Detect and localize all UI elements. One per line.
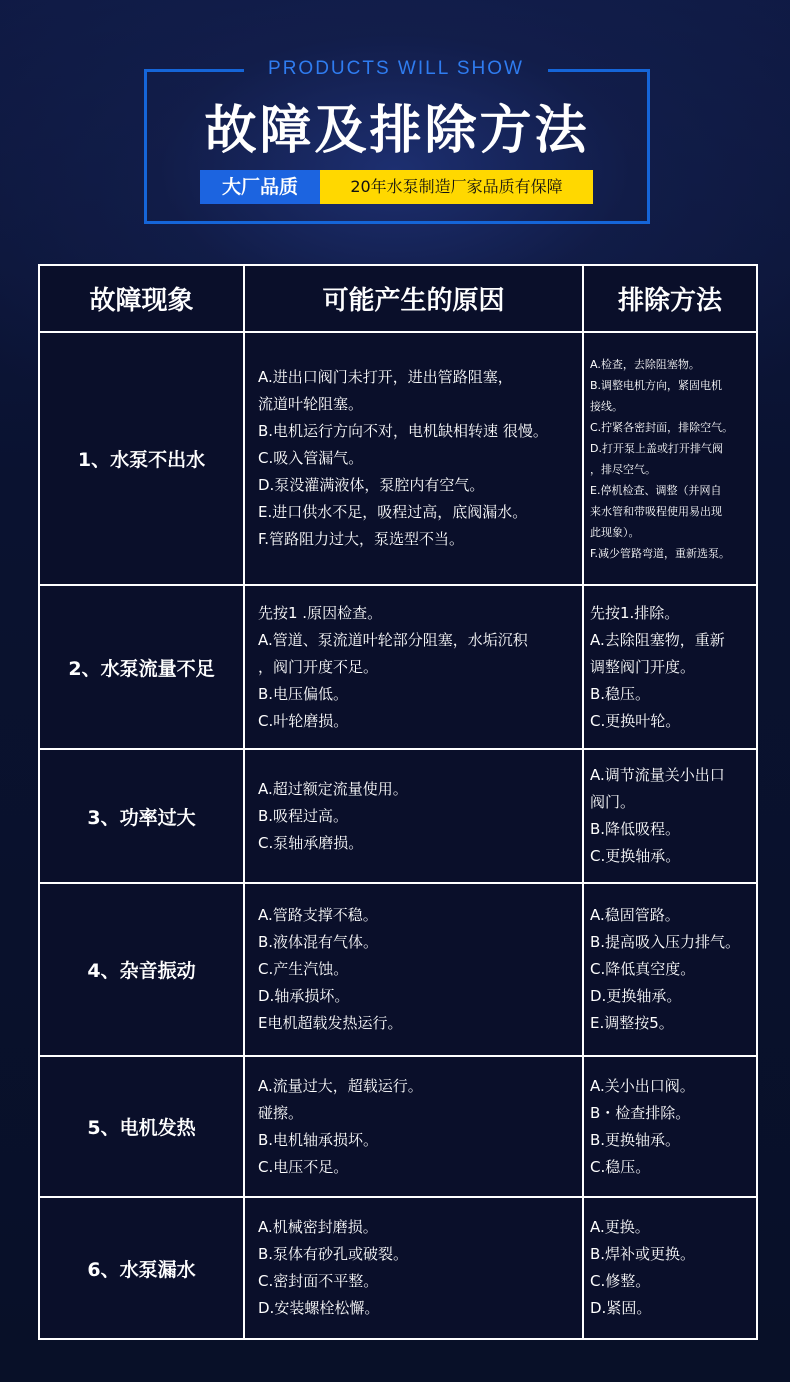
fix-line: ，排尽空气。 [590,462,656,476]
table-row [39,883,757,1056]
cause-line: B.电机运行方向不对，电机缺相转速 很慢。 [258,422,548,440]
table-row [39,332,757,585]
causes-cell [244,1056,583,1197]
causes-cell [244,332,583,585]
fix-line: E.调整按5。 [590,1014,674,1032]
cause-line: B.电压偏低。 [258,684,349,703]
fix-line: 来水管和带吸程使用易出现 [590,504,722,518]
symptom-cell: 3、功率过大 [39,749,244,883]
fault-table-wrapper [38,264,756,1340]
page-title: 故障及排除方法 [204,101,590,161]
header-frame-top-left [144,69,244,72]
causes-cell [244,1197,583,1339]
fixes-cell [583,1197,757,1339]
fault-table [38,264,758,1340]
cause-line: A.管路支撑不稳。 [258,906,378,924]
symptom-cell: 1、水泵不出水 [39,332,244,585]
fix-line: D.紧固。 [590,1299,652,1317]
cause-line: 流道叶轮阻塞。 [258,395,364,413]
cause-line: C.密封面不平整。 [258,1272,379,1290]
table-row [39,1197,757,1339]
fixes-cell [583,332,757,585]
fix-line: B.提高吸入压力排气。 [590,933,741,951]
quality-badge: 大厂品质 [200,170,320,204]
cause-line: A.超过额定流量使用。 [258,779,408,798]
cause-line: E.进口供水不足，吸程过高，底阀漏水。 [258,503,528,521]
fixes-cell [583,585,757,749]
fix-line: A.关小出口阀。 [590,1076,695,1095]
symptom-cell: 6、水泵漏水 [39,1197,244,1339]
cause-line: C.叶轮磨损。 [258,711,349,730]
fixes-cell [583,1056,757,1197]
fixes-cell [583,749,757,883]
cause-line: C.电压不足。 [258,1157,349,1176]
causes-cell [244,883,583,1056]
fix-line: 此现象）。 [590,525,640,539]
fix-line: A.更换。 [590,1218,650,1236]
cause-line: 碰擦。 [258,1103,304,1122]
fix-line: A.去除阻塞物，重新 [590,630,725,649]
cause-line: E电机超载发热运行。 [258,1014,403,1032]
tag-row [200,170,593,204]
header-causes: 可能产生的原因 [244,265,583,332]
header-symptom: 故障现象 [39,265,244,332]
fix-line: 调整阀门开度。 [590,657,696,676]
fix-line: A.调节流量关小出口 [590,766,725,784]
cause-line: D.安装螺栓松懈。 [258,1299,380,1317]
causes-cell [244,585,583,749]
fix-line: B.降低吸程。 [590,820,681,838]
cause-line: B.电机轴承损坏。 [258,1130,379,1149]
symptom-cell: 5、电机发热 [39,1056,244,1197]
table-row [39,585,757,749]
cause-line: A.机械密封磨损。 [258,1218,378,1236]
fix-line: B.调整电机方向，紧固电机 [590,378,723,392]
cause-line: A.流量过大，超载运行。 [258,1076,423,1095]
fix-line: C.降低真空度。 [590,960,696,978]
cause-line: B.液体混有气体。 [258,933,379,951]
header-fixes: 排除方法 [583,265,757,332]
cause-line: A.进出口阀门未打开，进出管路阻塞， [258,368,513,386]
fix-line: C.更换轴承。 [590,847,681,865]
fix-line: 阀门。 [590,793,636,811]
fix-line: B.稳压。 [590,684,651,703]
fix-line: C.更换叶轮。 [590,711,681,730]
cause-line: B.吸程过高。 [258,806,349,825]
fix-line: A.检查，去除阻塞物。 [590,357,700,371]
symptom-cell: 2、水泵流量不足 [39,585,244,749]
cause-line: C.泵轴承磨损。 [258,833,364,852]
fix-line: A.稳固管路。 [590,906,680,924]
fix-line: F.减少管路弯道，重新选泵。 [590,546,731,560]
table-header-row [39,265,757,332]
cause-line: D.泵没灌满液体，泵腔内有空气。 [258,476,485,494]
cause-line: B.泵体有砂孔或破裂。 [258,1245,409,1263]
quality-slogan: 20年水泵制造厂家品质有保障 [320,170,593,204]
symptom-cell: 4、杂音振动 [39,883,244,1056]
cause-line: ，阀门开度不足。 [258,657,379,676]
cause-line: F.管路阻力过大，泵选型不当。 [258,530,464,548]
fix-line: B.焊补或更换。 [590,1245,696,1263]
fix-line: C.修整。 [590,1272,651,1290]
cause-line: C.吸入管漏气。 [258,449,364,467]
cause-line: 先按1 .原因检查。 [258,603,383,622]
cause-line: A.管道、泵流道叶轮部分阻塞，水垢沉积 [258,630,528,649]
fix-line: B.更换轴承。 [590,1130,681,1149]
fix-line: C.稳压。 [590,1157,651,1176]
causes-cell [244,749,583,883]
fix-line: B・检查排除。 [590,1103,691,1122]
cause-line: D.轴承损坏。 [258,987,350,1005]
header-subtitle: PRODUCTS WILL SHOW [268,58,524,79]
fix-line: E.停机检查、调整（并网自 [590,483,722,497]
cause-line: C.产生汽蚀。 [258,960,349,978]
fix-line: 接线。 [590,399,623,413]
fixes-cell [583,883,757,1056]
fix-line: C.拧紧各密封面，排除空气。 [590,420,734,434]
table-row [39,749,757,883]
table-row [39,1056,757,1197]
fix-line: D.打开泵上盖或打开排气阀 [590,441,723,455]
header-frame-top-right [548,69,647,72]
fix-line: 先按1.排除。 [590,603,680,622]
fix-line: D.更换轴承。 [590,987,682,1005]
